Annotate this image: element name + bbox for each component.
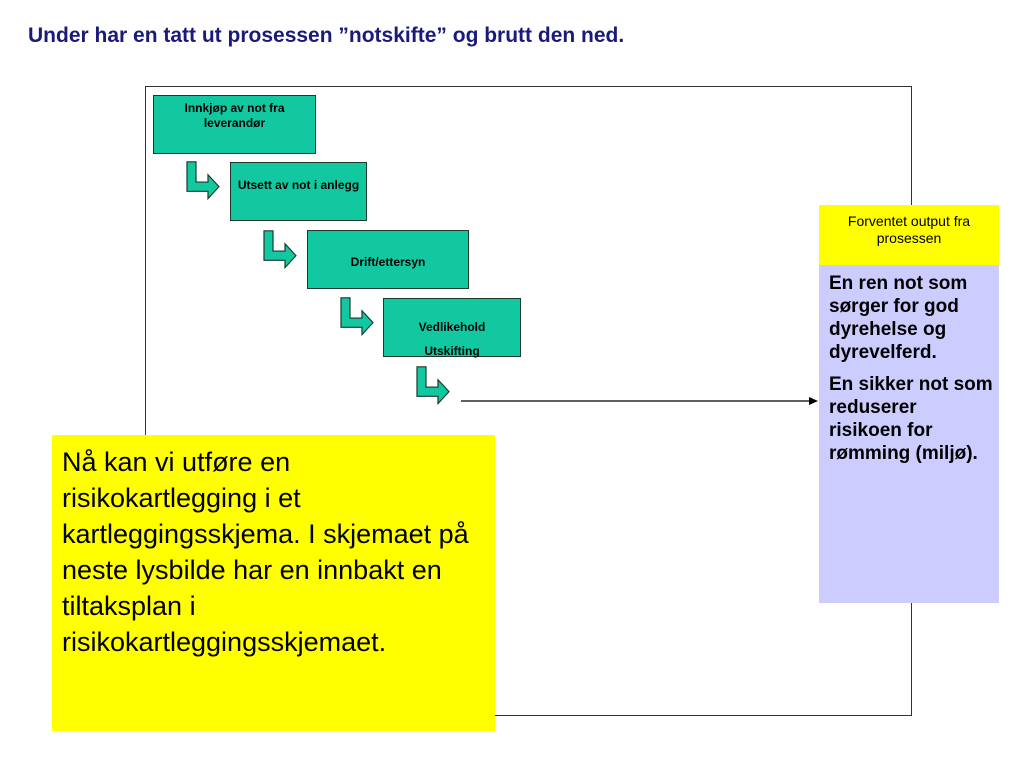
process-step-maintenance (383, 298, 521, 357)
bent-arrow-icon (261, 229, 301, 269)
output-arrow-icon (460, 394, 820, 408)
bent-arrow-icon (338, 296, 378, 336)
bent-arrow-icon (184, 160, 224, 200)
note-box: Nå kan vi utføre en risikokartlegging i et kartleggingsskjema. I skjemaet på neste lysbilde har en innbakt en tiltaksplan i risikokartleggingsskjemaet. (52, 435, 495, 731)
process-step-deployment: Utsett av not i anlegg (230, 162, 367, 221)
process-step-operation: Drift/ettersyn (307, 230, 469, 289)
output-item: En sikker not som reduserer risikoen for rømming (miljø). (829, 374, 993, 464)
process-step-purchase: Innkjøp av not fra leverandør (153, 95, 316, 154)
output-header: Forventet output fra prosessen (819, 205, 999, 265)
replacement-label: Utskifting (424, 344, 480, 358)
slide-title: Under har en tatt ut prosessen ”notskifte” og brutt den ned. (28, 24, 625, 47)
output-item: En ren not som sørger for god dyrehelse og dyrevelferd. (829, 273, 968, 363)
output-body (819, 265, 999, 603)
maintenance-label: Vedlikehold (418, 320, 486, 334)
bent-arrow-icon (414, 365, 454, 405)
